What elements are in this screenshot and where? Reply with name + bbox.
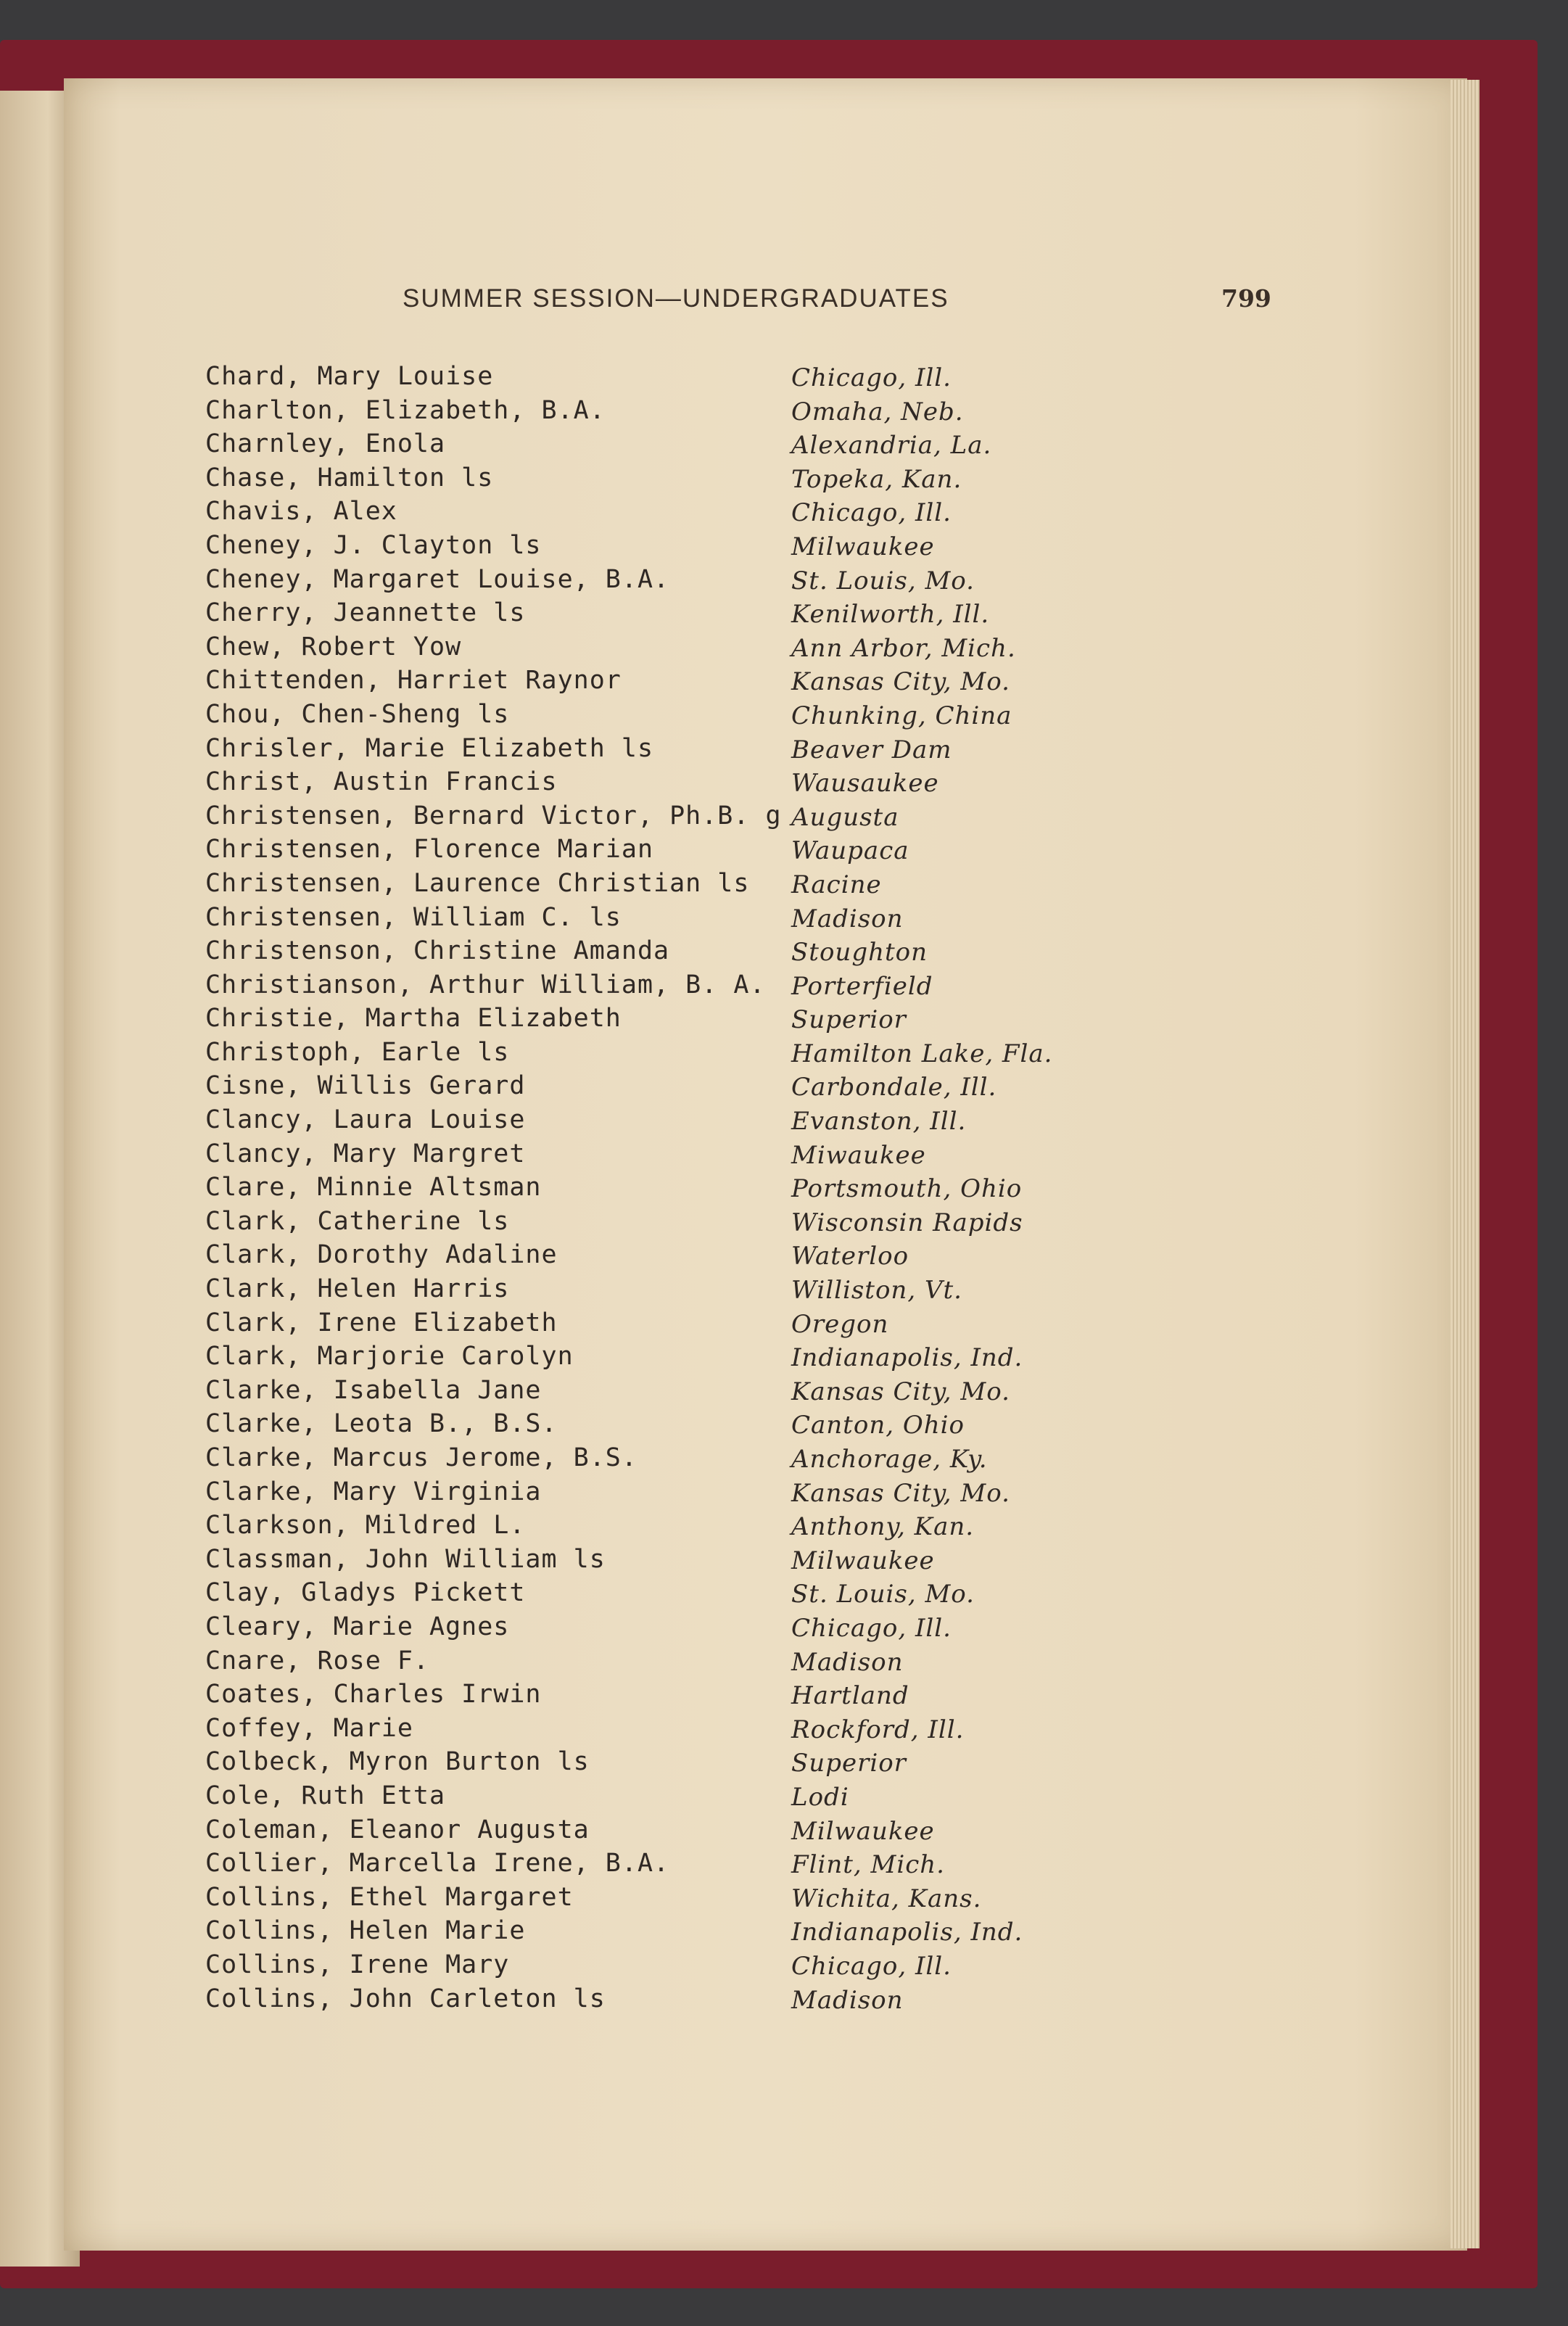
student-hometown: Hartland [791, 1681, 909, 1711]
list-item [205, 799, 1112, 833]
student-name: Christensen, William C. ls [205, 902, 622, 932]
student-name: Chase, Hamilton ls [205, 463, 494, 492]
student-name: Cherry, Jeannette ls [205, 598, 526, 628]
list-item [205, 901, 1112, 935]
page-edges [1451, 80, 1480, 2248]
student-hometown: Rockford, Ill. [791, 1715, 965, 1744]
student-name: Christianson, Arthur William, B. A. [205, 970, 766, 999]
student-hometown: Waupaca [791, 836, 909, 866]
student-name: Cnare, Rose F. [205, 1646, 430, 1675]
student-hometown: Milwaukee [791, 532, 935, 561]
list-item [205, 698, 1112, 732]
list-item [205, 1069, 1112, 1103]
student-hometown: Anchorage, Ky. [791, 1445, 988, 1474]
student-hometown: Superior [791, 1005, 907, 1035]
student-hometown: Carbondale, Ill. [791, 1073, 997, 1102]
student-name: Cheney, J. Clayton ls [205, 530, 542, 560]
student-name: Charnley, Enola [205, 429, 446, 459]
student-hometown: Omaha, Neb. [791, 397, 964, 426]
list-item [205, 1779, 1112, 1813]
list-item [205, 1272, 1112, 1306]
student-name: Christensen, Bernard Victor, Ph.B. g [205, 801, 782, 830]
student-name: Coffey, Marie [205, 1713, 413, 1743]
list-item [205, 1982, 1112, 2016]
student-name: Charlton, Elizabeth, B.A. [205, 395, 606, 425]
student-hometown: Miwaukee [791, 1140, 926, 1170]
student-hometown: Williston, Vt. [791, 1276, 962, 1306]
student-name: Christenson, Christine Amanda [205, 936, 670, 966]
student-hometown: Canton, Ohio [791, 1411, 965, 1440]
list-item [205, 765, 1112, 799]
list-item [205, 630, 1112, 664]
student-name: Clarke, Marcus Jerome, B.S. [205, 1443, 637, 1472]
student-hometown: Flint, Mich. [791, 1850, 945, 1880]
student-hometown: Milwaukee [791, 1816, 935, 1846]
student-name: Cheney, Margaret Louise, B.A. [205, 564, 670, 594]
student-hometown: Superior [791, 1749, 907, 1778]
list-item [205, 1712, 1112, 1746]
list-item [205, 934, 1112, 968]
student-name: Christ, Austin Francis [205, 767, 558, 797]
student-hometown: Beaver Dam [791, 735, 952, 764]
student-hometown: Chicago, Ill. [791, 363, 952, 392]
list-item [205, 427, 1112, 461]
student-name: Collier, Marcella Irene, B.A. [205, 1849, 670, 1878]
student-hometown: Alexandria, La. [791, 431, 992, 461]
student-hometown: Indianapolis, Ind. [791, 1343, 1023, 1373]
list-item [205, 1340, 1112, 1374]
student-name: Collins, John Carleton ls [205, 1984, 606, 2013]
student-hometown: Chicago, Ill. [791, 498, 952, 528]
student-name: Colbeck, Myron Burton ls [205, 1747, 590, 1777]
student-hometown: Wausaukee [791, 769, 939, 799]
student-hometown: Wichita, Kans. [791, 1884, 982, 1913]
student-name: Coleman, Eleanor Augusta [205, 1815, 590, 1844]
list-item [205, 1171, 1112, 1205]
list-item [205, 1914, 1112, 1948]
list-item [205, 1036, 1112, 1070]
student-hometown: Racine [791, 870, 882, 899]
student-hometown: Anthony, Kan. [791, 1512, 975, 1542]
student-name: Clancy, Mary Margret [205, 1139, 526, 1168]
student-hometown: Kenilworth, Ill. [791, 600, 990, 630]
student-hometown: Chicago, Ill. [791, 1613, 952, 1643]
student-name: Clark, Catherine ls [205, 1206, 510, 1236]
student-hometown: Indianapolis, Ind. [791, 1918, 1023, 1947]
student-name: Clancy, Laura Louise [205, 1105, 526, 1135]
student-name: Cisne, Willis Gerard [205, 1071, 526, 1101]
student-name: Clay, Gladys Pickett [205, 1578, 526, 1608]
list-item [205, 1002, 1112, 1036]
student-hometown: Evanston, Ill. [791, 1107, 967, 1137]
student-hometown: Oregon [791, 1309, 889, 1339]
page-header [0, 284, 1568, 321]
student-hometown: Milwaukee [791, 1546, 935, 1575]
student-hometown: Kansas City, Mo. [791, 1478, 1010, 1508]
student-hometown: Lodi [791, 1782, 849, 1812]
student-name: Clare, Minnie Altsman [205, 1173, 542, 1203]
student-hometown: Porterfield [791, 971, 933, 1001]
student-hometown: Augusta [791, 802, 899, 832]
list-item [205, 1374, 1112, 1408]
student-name: Clarke, Isabella Jane [205, 1375, 542, 1405]
list-item [205, 1238, 1112, 1272]
student-hometown: Kansas City, Mo. [791, 1377, 1010, 1406]
running-head: SUMMER SESSION—UNDERGRADUATES [403, 284, 949, 313]
list-item [205, 394, 1112, 428]
student-hometown: Hamilton Lake, Fla. [791, 1039, 1053, 1068]
list-item [205, 1948, 1112, 1982]
student-name: Clark, Irene Elizabeth [205, 1308, 558, 1337]
student-hometown: Topeka, Kan. [791, 464, 962, 494]
list-item [205, 1306, 1112, 1340]
list-item [205, 1678, 1112, 1712]
list-item [205, 360, 1112, 394]
student-name: Clark, Dorothy Adaline [205, 1240, 558, 1270]
student-name: Clarke, Mary Virginia [205, 1477, 542, 1506]
student-hometown: St. Louis, Mo. [791, 1580, 975, 1609]
student-hometown: Wisconsin Rapids [791, 1208, 1023, 1237]
list-item [205, 867, 1112, 901]
student-name: Chavis, Alex [205, 497, 397, 527]
list-item [205, 732, 1112, 766]
student-name: Cole, Ruth Etta [205, 1781, 446, 1810]
student-hometown: Chicago, Ill. [791, 1951, 952, 1981]
student-hometown: St. Louis, Mo. [791, 566, 975, 595]
list-item [205, 1881, 1112, 1915]
list-item [205, 1610, 1112, 1644]
student-hometown: Waterloo [791, 1242, 909, 1271]
student-name: Chard, Mary Louise [205, 362, 494, 391]
student-name: Chittenden, Harriet Raynor [205, 666, 622, 696]
student-name: Clarkson, Mildred L. [205, 1511, 526, 1541]
student-list [205, 360, 1112, 2016]
student-name: Christoph, Earle ls [205, 1037, 510, 1067]
student-hometown: Madison [791, 1647, 904, 1677]
student-hometown: Chunking, China [791, 701, 1012, 730]
list-item [205, 1103, 1112, 1137]
student-name: Chrisler, Marie Elizabeth ls [205, 733, 654, 763]
list-item [205, 1813, 1112, 1847]
list-item [205, 1509, 1112, 1543]
student-hometown: Madison [791, 1985, 904, 2015]
list-item [205, 1137, 1112, 1171]
student-name: Coates, Charles Irwin [205, 1680, 542, 1710]
student-name: Collins, Irene Mary [205, 1950, 510, 1979]
list-item [205, 664, 1112, 698]
student-name: Cleary, Marie Agnes [205, 1612, 510, 1641]
list-item [205, 1407, 1112, 1441]
list-item [205, 563, 1112, 597]
list-item [205, 529, 1112, 563]
student-name: Collins, Helen Marie [205, 1916, 526, 1946]
list-item [205, 1543, 1112, 1577]
student-name: Christensen, Laurence Christian ls [205, 868, 750, 898]
list-item [205, 596, 1112, 630]
student-hometown: Portsmouth, Ohio [791, 1174, 1023, 1204]
student-hometown: Stoughton [791, 938, 928, 968]
list-item [205, 495, 1112, 529]
student-name: Clarke, Leota B., B.S. [205, 1409, 558, 1439]
list-item [205, 1745, 1112, 1779]
list-item [205, 1644, 1112, 1678]
student-name: Christie, Martha Elizabeth [205, 1004, 622, 1034]
student-name: Clark, Helen Harris [205, 1274, 510, 1304]
page-number: 799 [1221, 284, 1271, 313]
student-name: Classman, John William ls [205, 1544, 606, 1574]
list-item [205, 1205, 1112, 1239]
student-hometown: Ann Arbor, Mich. [791, 633, 1016, 663]
student-hometown: Kansas City, Mo. [791, 667, 1010, 697]
list-item [205, 461, 1112, 495]
student-hometown: Madison [791, 904, 904, 933]
list-item [205, 1576, 1112, 1610]
list-item [205, 968, 1112, 1002]
student-name: Chew, Robert Yow [205, 632, 462, 661]
student-name: Clark, Marjorie Carolyn [205, 1342, 574, 1372]
list-item [205, 1475, 1112, 1509]
list-item [205, 833, 1112, 867]
student-name: Christensen, Florence Marian [205, 835, 654, 865]
list-item [205, 1847, 1112, 1881]
list-item [205, 1441, 1112, 1475]
student-name: Chou, Chen-Sheng ls [205, 699, 510, 729]
student-name: Collins, Ethel Margaret [205, 1882, 574, 1912]
